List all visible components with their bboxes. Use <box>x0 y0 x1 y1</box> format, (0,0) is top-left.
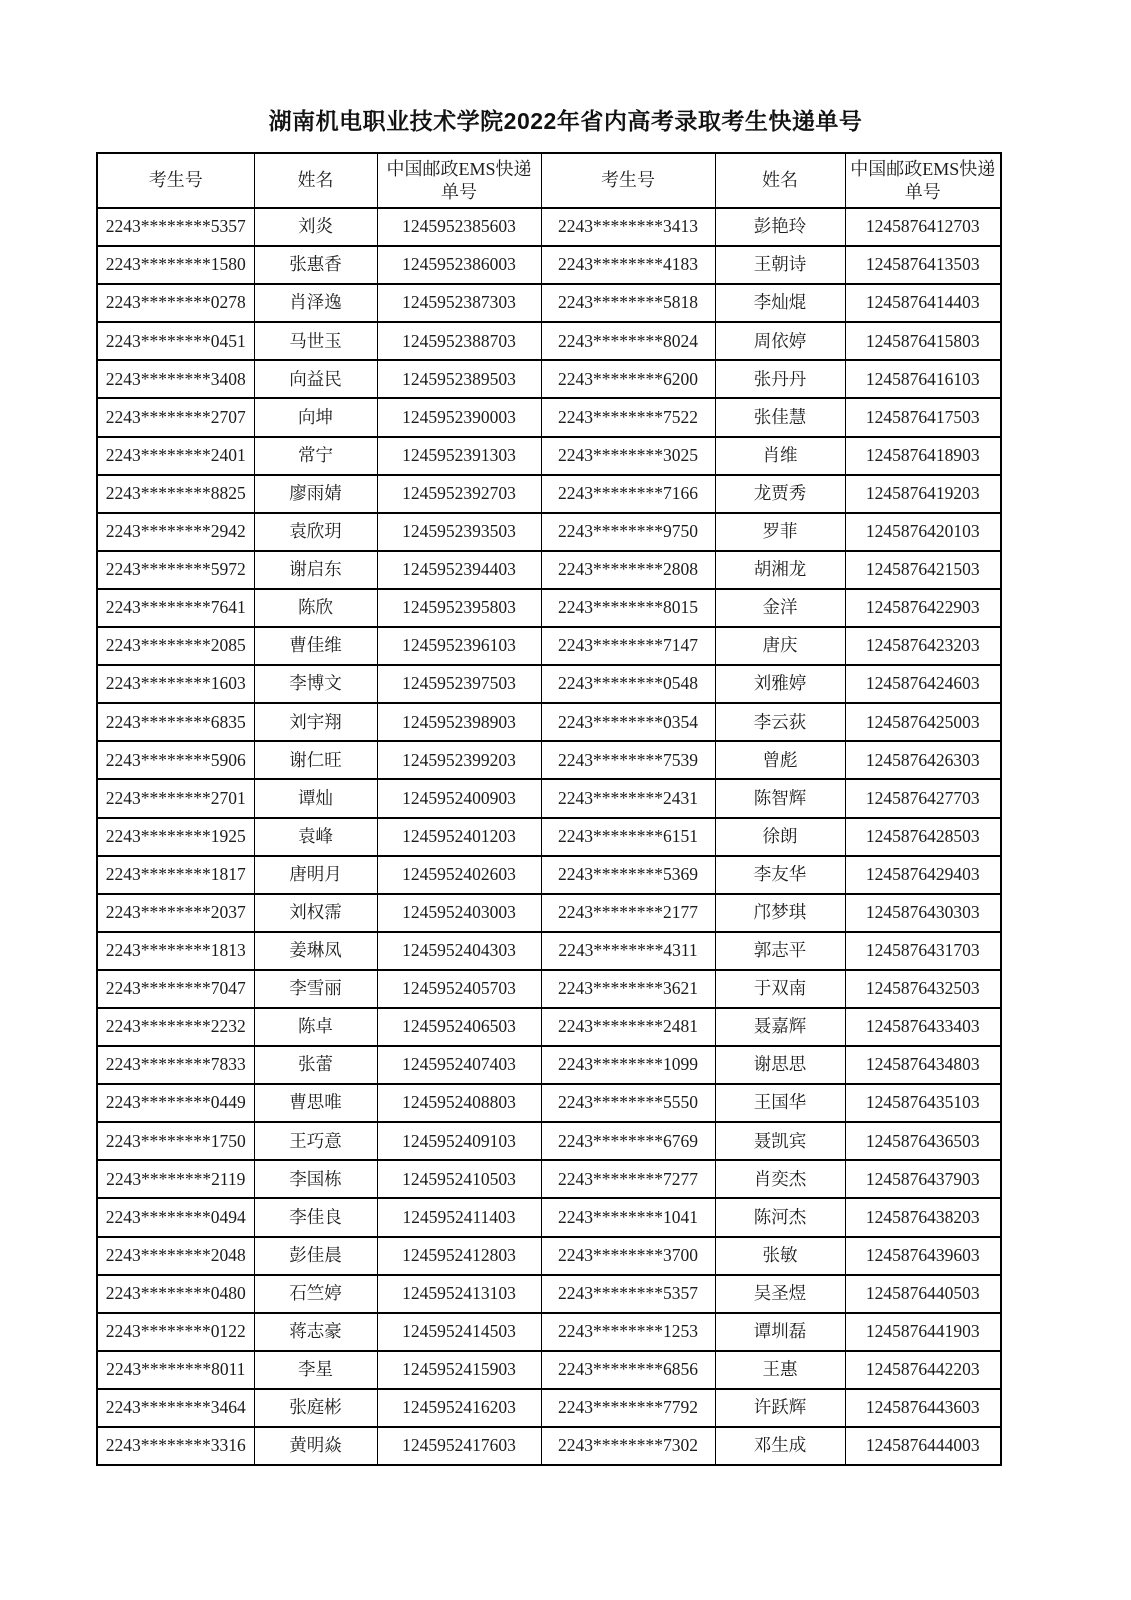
ems-number-cell: 1245876439603 <box>845 1237 1001 1275</box>
name-cell: 徐朗 <box>715 818 845 856</box>
name-cell: 袁欣玥 <box>254 513 377 551</box>
table-row <box>97 856 1001 894</box>
candidate-id-cell: 2243********2232 <box>97 1008 254 1046</box>
ems-number-cell: 1245876431703 <box>845 932 1001 970</box>
candidate-id-cell: 2243********2085 <box>97 627 254 665</box>
ems-number-cell: 1245952402603 <box>377 856 541 894</box>
name-cell: 许跃辉 <box>715 1389 845 1427</box>
candidate-id-cell: 2243********3413 <box>541 208 715 246</box>
ems-number-cell: 1245952400903 <box>377 779 541 817</box>
ems-number-cell: 1245876433403 <box>845 1008 1001 1046</box>
table-row <box>97 589 1001 627</box>
name-cell: 李友华 <box>715 856 845 894</box>
table-row <box>97 1389 1001 1427</box>
table-row <box>97 360 1001 398</box>
name-cell: 吴圣煜 <box>715 1275 845 1313</box>
ems-number-cell: 1245952397503 <box>377 665 541 703</box>
header-row <box>97 153 1001 208</box>
ems-number-cell: 1245876424603 <box>845 665 1001 703</box>
table-row <box>97 1008 1001 1046</box>
table-row <box>97 932 1001 970</box>
name-cell: 唐庆 <box>715 627 845 665</box>
table-row <box>97 1084 1001 1122</box>
candidate-id-cell: 2243********6856 <box>541 1351 715 1389</box>
ems-number-cell: 1245876444003 <box>845 1427 1001 1465</box>
ems-number-cell: 1245952396103 <box>377 627 541 665</box>
ems-number-cell: 1245876434803 <box>845 1046 1001 1084</box>
page-title: 湖南机电职业技术学院2022年省内高考录取考生快递单号 <box>268 108 863 134</box>
ems-number-cell: 1245952388703 <box>377 322 541 360</box>
table-row <box>97 1160 1001 1198</box>
ems-number-cell: 1245876441903 <box>845 1313 1001 1351</box>
candidate-id-cell: 2243********5357 <box>541 1275 715 1313</box>
ems-number-cell: 1245952407403 <box>377 1046 541 1084</box>
ems-number-cell: 1245952417603 <box>377 1427 541 1465</box>
name-cell: 王巧意 <box>254 1122 377 1160</box>
ems-number-cell: 1245876430303 <box>845 894 1001 932</box>
name-cell: 金洋 <box>715 589 845 627</box>
table-row <box>97 437 1001 475</box>
ems-number-cell: 1245876436503 <box>845 1122 1001 1160</box>
candidate-id-cell: 2243********0278 <box>97 284 254 322</box>
candidate-id-cell: 2243********0548 <box>541 665 715 703</box>
ems-number-cell: 1245876422903 <box>845 589 1001 627</box>
ems-number-cell: 1245952399203 <box>377 741 541 779</box>
ems-number-cell: 1245876432503 <box>845 970 1001 1008</box>
candidate-id-cell: 2243********1813 <box>97 932 254 970</box>
name-cell: 邓生成 <box>715 1427 845 1465</box>
candidate-id-cell: 2243********6835 <box>97 703 254 741</box>
ems-number-cell: 1245876415803 <box>845 322 1001 360</box>
candidate-id-cell: 2243********8011 <box>97 1351 254 1389</box>
table-row <box>97 246 1001 284</box>
name-cell: 刘炎 <box>254 208 377 246</box>
candidate-id-cell: 2243********0122 <box>97 1313 254 1351</box>
table-row <box>97 1122 1001 1160</box>
ems-number-cell: 1245952394403 <box>377 551 541 589</box>
table-row <box>97 1198 1001 1236</box>
candidate-id-cell: 2243********7522 <box>541 398 715 436</box>
header-candidate-id-left: 考生号 <box>97 153 254 208</box>
name-cell: 周依婷 <box>715 322 845 360</box>
name-cell: 曹思唯 <box>254 1084 377 1122</box>
name-cell: 郭志平 <box>715 932 845 970</box>
ems-number-cell: 1245876413503 <box>845 246 1001 284</box>
name-cell: 刘雅婷 <box>715 665 845 703</box>
candidate-id-cell: 2243********7277 <box>541 1160 715 1198</box>
table-row <box>97 1237 1001 1275</box>
name-cell: 谢仁旺 <box>254 741 377 779</box>
ems-number-cell: 1245876435103 <box>845 1084 1001 1122</box>
table-row <box>97 208 1001 246</box>
candidate-id-cell: 2243********1817 <box>97 856 254 894</box>
candidate-id-cell: 2243********4183 <box>541 246 715 284</box>
candidate-id-cell: 2243********7166 <box>541 475 715 513</box>
candidate-id-cell: 2243********5357 <box>97 208 254 246</box>
name-cell: 聂嘉辉 <box>715 1008 845 1046</box>
name-cell: 陈智辉 <box>715 779 845 817</box>
candidate-id-cell: 2243********1099 <box>541 1046 715 1084</box>
candidate-id-cell: 2243********1925 <box>97 818 254 856</box>
name-cell: 肖泽逸 <box>254 284 377 322</box>
ems-number-cell: 1245876429403 <box>845 856 1001 894</box>
ems-number-cell: 1245952416203 <box>377 1389 541 1427</box>
candidate-id-cell: 2243********3408 <box>97 360 254 398</box>
name-cell: 张丹丹 <box>715 360 845 398</box>
ems-number-cell: 1245876438203 <box>845 1198 1001 1236</box>
candidate-id-cell: 2243********5818 <box>541 284 715 322</box>
name-cell: 彭佳晨 <box>254 1237 377 1275</box>
ems-number-cell: 1245876412703 <box>845 208 1001 246</box>
candidate-id-cell: 2243********0480 <box>97 1275 254 1313</box>
name-cell: 肖维 <box>715 437 845 475</box>
name-cell: 刘权霈 <box>254 894 377 932</box>
candidate-id-cell: 2243********5369 <box>541 856 715 894</box>
ems-number-cell: 1245952398903 <box>377 703 541 741</box>
ems-number-cell: 1245952393503 <box>377 513 541 551</box>
ems-number-cell: 1245952395803 <box>377 589 541 627</box>
table-row <box>97 551 1001 589</box>
candidate-id-cell: 2243********2037 <box>97 894 254 932</box>
ems-number-cell: 1245876418903 <box>845 437 1001 475</box>
candidate-id-cell: 2243********5972 <box>97 551 254 589</box>
name-cell: 于双南 <box>715 970 845 1008</box>
candidate-id-cell: 2243********3621 <box>541 970 715 1008</box>
table-row <box>97 741 1001 779</box>
table-row <box>97 1351 1001 1389</box>
name-cell: 黄明焱 <box>254 1427 377 1465</box>
table-row <box>97 398 1001 436</box>
name-cell: 常宁 <box>254 437 377 475</box>
name-cell: 彭艳玲 <box>715 208 845 246</box>
candidate-id-cell: 2243********0354 <box>541 703 715 741</box>
candidate-id-cell: 2243********0494 <box>97 1198 254 1236</box>
ems-number-cell: 1245876426303 <box>845 741 1001 779</box>
ems-number-cell: 1245876423203 <box>845 627 1001 665</box>
ems-number-cell: 1245952386003 <box>377 246 541 284</box>
ems-number-cell: 1245876419203 <box>845 475 1001 513</box>
candidate-id-cell: 2243********1041 <box>541 1198 715 1236</box>
name-cell: 姜琳凤 <box>254 932 377 970</box>
name-cell: 肖奕杰 <box>715 1160 845 1198</box>
table-row <box>97 322 1001 360</box>
name-cell: 李雪丽 <box>254 970 377 1008</box>
name-cell: 张敏 <box>715 1237 845 1275</box>
ems-number-cell: 1245952410503 <box>377 1160 541 1198</box>
candidate-id-cell: 2243********7302 <box>541 1427 715 1465</box>
name-cell: 聂凯宾 <box>715 1122 845 1160</box>
ems-number-cell: 1245952390003 <box>377 398 541 436</box>
header-ems-number-left: 中国邮政EMS快递单号 <box>377 153 541 208</box>
ems-number-cell: 1245876442203 <box>845 1351 1001 1389</box>
ems-number-cell: 1245952401203 <box>377 818 541 856</box>
name-cell: 王朝诗 <box>715 246 845 284</box>
candidate-id-cell: 2243********2942 <box>97 513 254 551</box>
name-cell: 唐明月 <box>254 856 377 894</box>
name-cell: 廖雨婧 <box>254 475 377 513</box>
candidate-id-cell: 2243********2707 <box>97 398 254 436</box>
candidate-id-cell: 2243********2119 <box>97 1160 254 1198</box>
name-cell: 张庭彬 <box>254 1389 377 1427</box>
candidate-id-cell: 2243********8024 <box>541 322 715 360</box>
header-candidate-id-right: 考生号 <box>541 153 715 208</box>
name-cell: 李博文 <box>254 665 377 703</box>
name-cell: 谭圳磊 <box>715 1313 845 1351</box>
ems-number-cell: 1245952415903 <box>377 1351 541 1389</box>
name-cell: 李云荻 <box>715 703 845 741</box>
name-cell: 龙贾秀 <box>715 475 845 513</box>
candidate-id-cell: 2243********1580 <box>97 246 254 284</box>
candidate-id-cell: 2243********7047 <box>97 970 254 1008</box>
table-row <box>97 703 1001 741</box>
table-row <box>97 665 1001 703</box>
ems-number-cell: 1245876428503 <box>845 818 1001 856</box>
candidate-id-cell: 2243********2431 <box>541 779 715 817</box>
table-row <box>97 1427 1001 1465</box>
candidate-id-cell: 2243********2401 <box>97 437 254 475</box>
candidate-id-cell: 2243********7833 <box>97 1046 254 1084</box>
ems-number-cell: 1245952412803 <box>377 1237 541 1275</box>
table-row <box>97 894 1001 932</box>
name-cell: 袁峰 <box>254 818 377 856</box>
table-row <box>97 513 1001 551</box>
name-cell: 陈卓 <box>254 1008 377 1046</box>
name-cell: 罗菲 <box>715 513 845 551</box>
ems-number-cell: 1245952405703 <box>377 970 541 1008</box>
table-row <box>97 1275 1001 1313</box>
ems-number-cell: 1245876420103 <box>845 513 1001 551</box>
table-row <box>97 1313 1001 1351</box>
table-row <box>97 627 1001 665</box>
ems-number-cell: 1245952413103 <box>377 1275 541 1313</box>
candidate-id-cell: 2243********7641 <box>97 589 254 627</box>
candidate-id-cell: 2243********7147 <box>541 627 715 665</box>
name-cell: 王惠 <box>715 1351 845 1389</box>
candidate-id-cell: 2243********2701 <box>97 779 254 817</box>
name-cell: 邝梦琪 <box>715 894 845 932</box>
table-row <box>97 1046 1001 1084</box>
table-row <box>97 284 1001 322</box>
candidate-id-cell: 2243********1750 <box>97 1122 254 1160</box>
name-cell: 刘宇翔 <box>254 703 377 741</box>
ems-number-cell: 1245876443603 <box>845 1389 1001 1427</box>
ems-number-cell: 1245952411403 <box>377 1198 541 1236</box>
candidate-id-cell: 2243********7539 <box>541 741 715 779</box>
table-row <box>97 475 1001 513</box>
name-cell: 石竺婷 <box>254 1275 377 1313</box>
ems-number-cell: 1245876425003 <box>845 703 1001 741</box>
ems-number-cell: 1245952414503 <box>377 1313 541 1351</box>
ems-number-cell: 1245952392703 <box>377 475 541 513</box>
ems-number-cell: 1245952408803 <box>377 1084 541 1122</box>
ems-number-cell: 1245952409103 <box>377 1122 541 1160</box>
ems-number-cell: 1245952389503 <box>377 360 541 398</box>
name-cell: 马世玉 <box>254 322 377 360</box>
candidate-id-cell: 2243********5906 <box>97 741 254 779</box>
candidate-id-cell: 2243********5550 <box>541 1084 715 1122</box>
candidate-id-cell: 2243********2048 <box>97 1237 254 1275</box>
ems-number-cell: 1245876421503 <box>845 551 1001 589</box>
candidate-id-cell: 2243********1603 <box>97 665 254 703</box>
name-cell: 谢思思 <box>715 1046 845 1084</box>
name-cell: 向坤 <box>254 398 377 436</box>
table-row <box>97 970 1001 1008</box>
candidate-id-cell: 2243********8825 <box>97 475 254 513</box>
candidate-id-cell: 2243********6769 <box>541 1122 715 1160</box>
candidate-id-cell: 2243********2177 <box>541 894 715 932</box>
candidate-id-cell: 2243********2481 <box>541 1008 715 1046</box>
table-row <box>97 779 1001 817</box>
table-row <box>97 818 1001 856</box>
ems-number-cell: 1245876437903 <box>845 1160 1001 1198</box>
name-cell: 张佳慧 <box>715 398 845 436</box>
header-ems-number-right: 中国邮政EMS快递单号 <box>845 153 1001 208</box>
ems-number-cell: 1245952404303 <box>377 932 541 970</box>
name-cell: 胡湘龙 <box>715 551 845 589</box>
candidate-id-cell: 2243********9750 <box>541 513 715 551</box>
candidate-id-cell: 2243********3316 <box>97 1427 254 1465</box>
express-number-table <box>96 152 1002 1466</box>
name-cell: 蒋志豪 <box>254 1313 377 1351</box>
candidate-id-cell: 2243********3025 <box>541 437 715 475</box>
ems-number-cell: 1245876414403 <box>845 284 1001 322</box>
candidate-id-cell: 2243********0451 <box>97 322 254 360</box>
name-cell: 曾彪 <box>715 741 845 779</box>
name-cell: 李国栋 <box>254 1160 377 1198</box>
ems-number-cell: 1245952387303 <box>377 284 541 322</box>
table-header <box>97 153 1001 208</box>
name-cell: 李星 <box>254 1351 377 1389</box>
name-cell: 王国华 <box>715 1084 845 1122</box>
candidate-id-cell: 2243********7792 <box>541 1389 715 1427</box>
name-cell: 李佳良 <box>254 1198 377 1236</box>
name-cell: 谭灿 <box>254 779 377 817</box>
name-cell: 曹佳维 <box>254 627 377 665</box>
candidate-id-cell: 2243********3700 <box>541 1237 715 1275</box>
candidate-id-cell: 2243********6151 <box>541 818 715 856</box>
header-name-right: 姓名 <box>715 153 845 208</box>
ems-number-cell: 1245952406503 <box>377 1008 541 1046</box>
candidate-id-cell: 2243********3464 <box>97 1389 254 1427</box>
candidate-id-cell: 2243********0449 <box>97 1084 254 1122</box>
name-cell: 谢启东 <box>254 551 377 589</box>
ems-number-cell: 1245952391303 <box>377 437 541 475</box>
ems-number-cell: 1245952403003 <box>377 894 541 932</box>
name-cell: 陈河杰 <box>715 1198 845 1236</box>
table-body <box>97 208 1001 1465</box>
candidate-id-cell: 2243********6200 <box>541 360 715 398</box>
name-cell: 张惠香 <box>254 246 377 284</box>
ems-number-cell: 1245876416103 <box>845 360 1001 398</box>
header-name-left: 姓名 <box>254 153 377 208</box>
name-cell: 张蕾 <box>254 1046 377 1084</box>
candidate-id-cell: 2243********4311 <box>541 932 715 970</box>
ems-number-cell: 1245876417503 <box>845 398 1001 436</box>
name-cell: 李灿焜 <box>715 284 845 322</box>
ems-number-cell: 1245876427703 <box>845 779 1001 817</box>
ems-number-cell: 1245952385603 <box>377 208 541 246</box>
candidate-id-cell: 2243********2808 <box>541 551 715 589</box>
ems-number-cell: 1245876440503 <box>845 1275 1001 1313</box>
name-cell: 陈欣 <box>254 589 377 627</box>
name-cell: 向益民 <box>254 360 377 398</box>
candidate-id-cell: 2243********8015 <box>541 589 715 627</box>
candidate-id-cell: 2243********1253 <box>541 1313 715 1351</box>
